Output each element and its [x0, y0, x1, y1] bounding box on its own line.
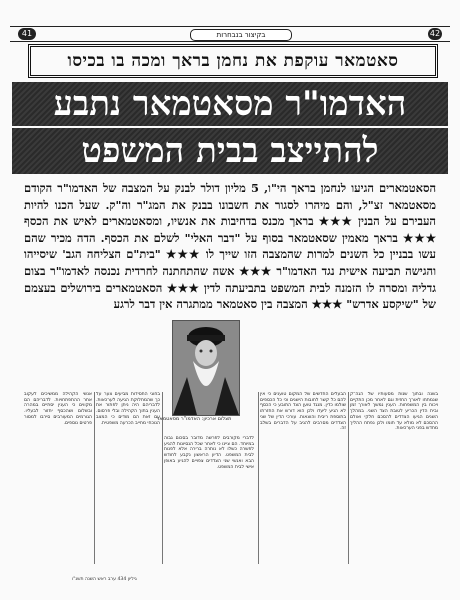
article-column: בחוגי החסידות מביעים צער על כך שהמחלוקת הגיעה לערכאות. לדבריהם היה ניתן לפתור את הענין בתוך הקהילה ובלי פרסום. עם זאת הם מודים כי המצב הנוכחי מחייב הכרעה משפטית. — [96, 392, 160, 426]
header-band — [10, 26, 450, 42]
lead-paragraph: הסאטמארים הגיעו לנחמן בראך הי"ו, 5 מליון דולר לבנק על המצבה של האדמו"ר הקודם מסאטמאר זצ"ל, והם מיהרו לסגור את חשבונו בבנק את המג"ר וה"ק. שעל הכנו להיות העבירם על הבנין ★★★ בראך מכנס בדחיבות את אנשיו, ומסאטמארים לאיש את הכסף ★★★ בראך מאמין שסאטמאר בסוף על "דבר האלי" לשלם את הכסף. הדה מכיר שהם עשו בבניין כל השנים למרות שהמצבה הזו שייך לו ★★★ "בית"ם הצליחה הגב' שיסייהו והגישה תביעה אישית נגד האדמו"ר ★★★ אשה שהתחתנה לחרדית נכנסה לאדמו"ר בצום גדליה ומסרה לו הזמנה לבית המשפט בתביעתה לדין ★★★ הסאטמארים בירושלים בעצמם של "שיקסע אדרש" ★★★ המצבה בין סאטמאר ממתגרה אין דבר לרגע — [24, 181, 436, 312]
column-divider — [94, 392, 95, 564]
article-column: אנשי הקהילה ממשיכים לעקוב אחר ההתפתחויות. לדבריהם הם מקווים כי הענין יסתיים במהרה ובשלום ושהכסף יחזור לבעליו. הגורמים המעורבים סירבו למסור פרטים נוספים. — [24, 392, 92, 426]
page-number-left: 41 — [18, 28, 36, 40]
article-column: בשנה ובתוך שנות מסעותיו של הגה"ק שנמתחו לאורך החזית וגם לאחר מכן התקיים ויכוח בין המשפחות. הענין נמשך לאורך זמן ובית הדין הכריע לטובת הצד השני. במהלך השנים הגיעו הצדדים להסכם חלקי ואולם ההסכם לא מולא עד תומו ולכן נפתח ההליך מחדש בפני הערכאות. — [350, 392, 438, 432]
rabbi-photo — [172, 320, 240, 416]
photo-caption: תצלום ארכיון: האדמו"ר מסאטמאר — [156, 416, 232, 422]
kicker-headline: סאטמאר עוקפת את נחמן בראך ומכה בו בכיסו — [28, 44, 438, 78]
page-number-right: 42 — [429, 29, 441, 38]
section-label: בקיצור בנבחרות — [190, 29, 292, 41]
column-divider — [258, 392, 259, 564]
article-column: הבעלים החדשים של המקום טוענים כי אין להם כל קשר לחובות הישנים וכי כל הכספים שולמו כדין. מנגד טוען הצד התובע כי הכסף לא הגיע ליעדו ולכן הוא דורש את החזרתו בתוספת ריבית והוצאות. עורכי הדין של שני הצדדים מסרבים להגיב על הדברים בשלב זה. — [260, 392, 346, 432]
portrait-image — [173, 321, 239, 415]
footer-note: גיליון 434 ערב ראש השנה תשנ"ו — [72, 577, 137, 582]
headline-line-1: האדמו"ר מסאטמאר נתבע — [12, 82, 448, 126]
column-divider — [348, 392, 349, 564]
headline-line-2: להתייצב בבית המשפט — [12, 128, 448, 174]
article-column: לדברי מקורבים לפרשה מדובר בסכום גבוה במיוחד. הם ציינו כי לאחר שכל הנסיונות להגיע לפשרה כשלו לא נותרה ברירה אלא לפנות לבית המשפט. הדיון הראשון נקבע לחודש הבא ואנשי שני הצדדים צפויים להגיע באופן אישי לבית המשפט. — [164, 436, 254, 470]
